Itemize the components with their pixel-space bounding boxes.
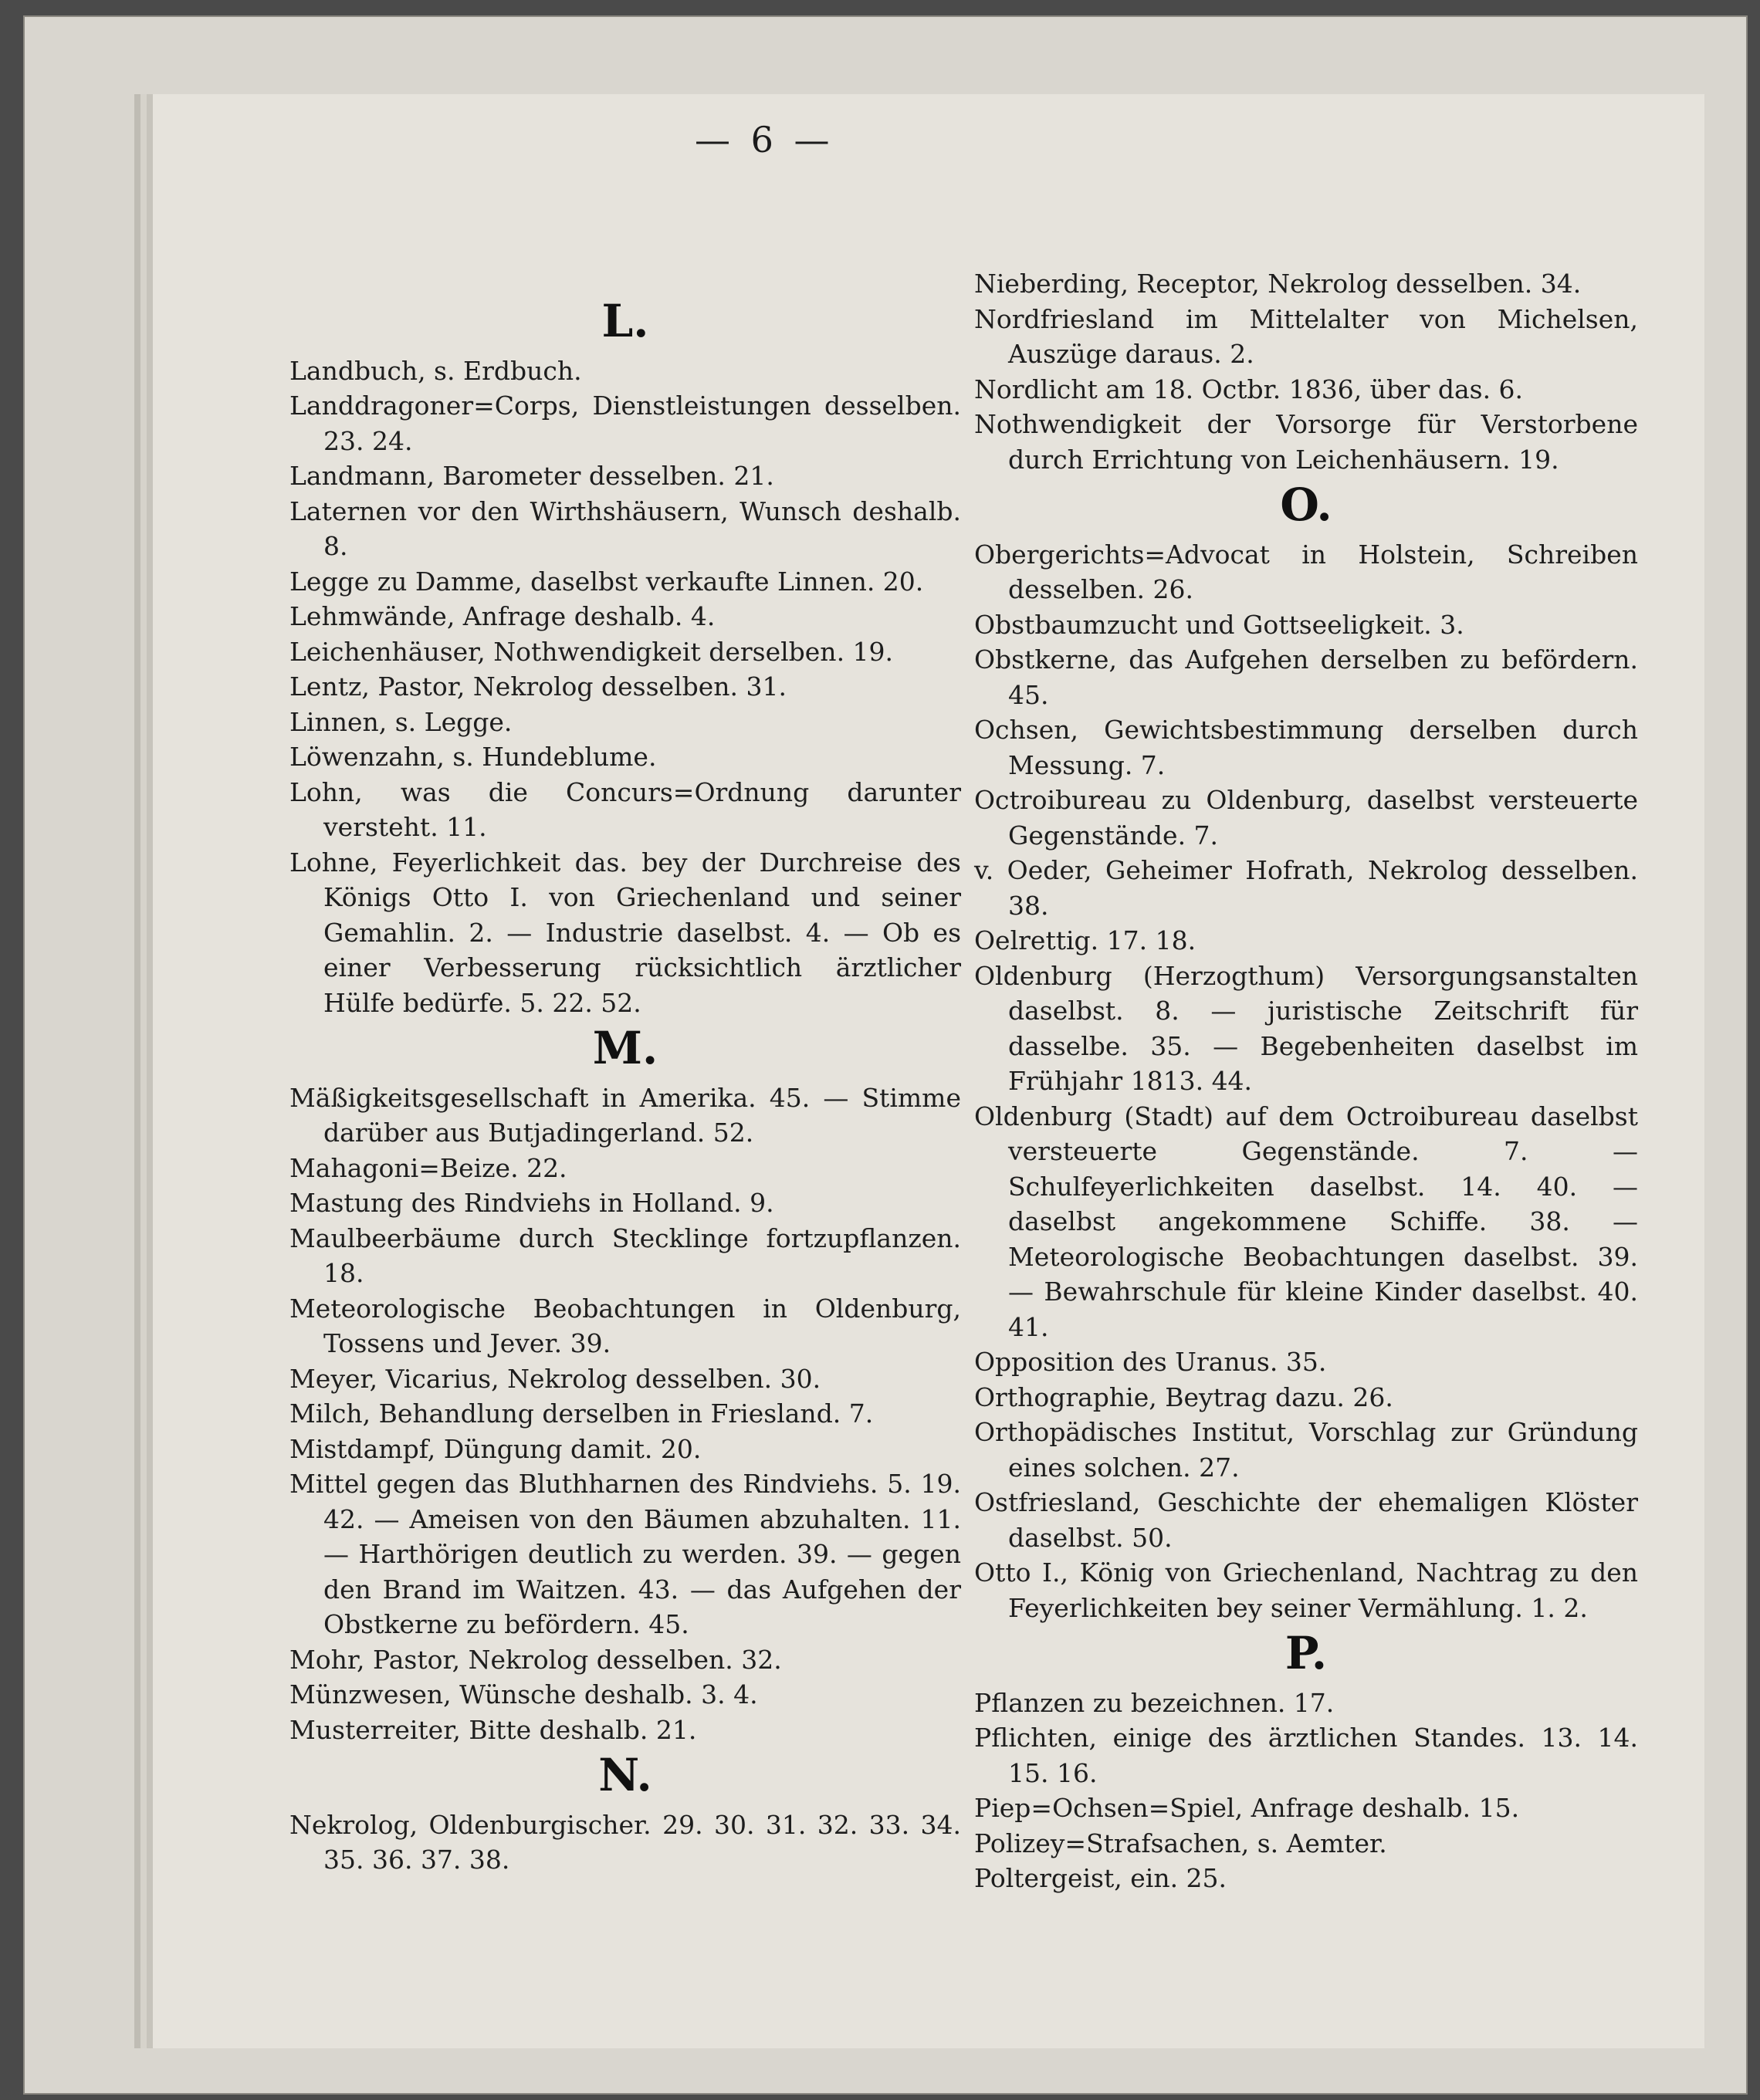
index-entry: Orthopädisches Institut, Vorschlag zur Gründung eines solchen. 27. — [974, 1417, 1638, 1483]
index-entry: Lehmwände, Anfrage deshalb. 4. — [289, 601, 716, 631]
index-entry: Opposition des Uranus. 35. — [974, 1347, 1327, 1377]
index-entry: Leichenhäuser, Nothwendigkeit derselben. 19. — [289, 636, 894, 667]
index-entry: Legge zu Damme, daselbst verkaufte Linnen. 20. — [289, 566, 924, 597]
index-entry: Octroibureau zu Oldenburg, daselbst versteuerte Gegenstände. 7. — [974, 785, 1638, 850]
index-entry: Mahagoni=Beize. 22. — [289, 1152, 567, 1183]
index-entry: Oldenburg (Herzogthum) Versorgungsanstalten daselbst. 8. — juristische Zeitschrift für dasselbe. 35. — Begebenheiten daselbst im Frühjahr 1813. 44. — [974, 960, 1638, 1096]
section-letter-heading: N. — [598, 1749, 652, 1801]
index-entry: Ostfriesland, Geschichte der ehemaligen Klöster daselbst. 50. — [974, 1487, 1638, 1553]
index-entry: Lentz, Pastor, Nekrolog desselben. 31. — [289, 671, 787, 702]
index-column-right — [974, 266, 1638, 1896]
index-entry: Mittel gegen das Bluthharnen des Rindviehs. 5. 19. 42. — Ameisen von den Bäumen abzuhalten. 11. — Harthörigen deutlich zu werden. 39. — gegen den Brand im Waitzen. 43. — das Aufgehen der Obstkerne zu befördern. 45. — [289, 1469, 961, 1639]
index-entry: Obstkerne, das Aufgehen derselben zu befördern. 45. — [974, 644, 1638, 710]
section-letter-heading: O. — [1280, 479, 1332, 531]
index-column-left — [289, 293, 961, 1878]
index-entry: Otto I., König von Griechenland, Nachtrag zu den Feyerlichkeiten bey seiner Vermählung. 1. 2. — [974, 1557, 1638, 1623]
index-entry: Oelrettig. 17. 18. — [974, 925, 1196, 955]
index-entry: Lohne, Feyerlichkeit das. bey der Durchreise des Königs Otto I. von Griechenland und seiner Gemahlin. 2. — Industrie daselbst. 4. — Ob es einer Verbesserung rücksichtlich ärztlicher Hülfe bedürfe. 5. 22. 52. — [289, 847, 961, 1018]
section-letter-heading: L. — [601, 295, 649, 347]
index-entry: Pflichten, einige des ärztlichen Standes. 13. 14. 15. 16. — [974, 1723, 1638, 1788]
index-entry: Nekrolog, Oldenburgischer. 29. 30. 31. 32. 33. 34. 35. 36. 37. 38. — [289, 1809, 961, 1875]
index-entry: Lohn, was die Concurs=Ordnung darunter versteht. 11. — [289, 776, 961, 842]
index-entry: Polizey=Strafsachen, s. Aemter. — [974, 1828, 1387, 1858]
index-entry: Obstbaumzucht und Gottseeligkeit. 3. — [974, 609, 1464, 640]
index-entry: Mastung des Rindviehs in Holland. 9. — [289, 1188, 774, 1218]
index-entry: Nieberding, Receptor, Nekrolog desselben. 34. — [974, 269, 1582, 299]
section-letter-heading: P. — [1284, 1627, 1328, 1679]
index-entry: Meteorologische Beobachtungen in Oldenburg, Tossens und Jever. 39. — [289, 1293, 961, 1358]
index-entry: Landdragoner=Corps, Dienstleistungen desselben. 23. 24. — [289, 391, 961, 456]
index-entry: Laternen vor den Wirthshäusern, Wunsch deshalb. 8. — [289, 495, 961, 561]
index-entry: Linnen, s. Legge. — [289, 706, 513, 737]
index-entry: Münzwesen, Wünsche deshalb. 3. 4. — [289, 1679, 758, 1709]
index-entry: Meyer, Vicarius, Nekrolog desselben. 30. — [289, 1363, 821, 1394]
index-entry: Poltergeist, ein. 25. — [974, 1863, 1227, 1893]
index-entry: Nordfriesland im Mittelalter von Michelsen, Auszüge daraus. 2. — [974, 303, 1638, 369]
index-entry: Milch, Behandlung derselben in Friesland. 7. — [289, 1398, 874, 1429]
index-entry: Maulbeerbäume durch Stecklinge fortzupflanzen. 18. — [289, 1222, 961, 1288]
index-entry: v. Oeder, Geheimer Hofrath, Nekrolog desselben. 38. — [974, 855, 1638, 921]
index-entry: Obergerichts=Advocat in Holstein, Schreiben desselben. 26. — [974, 539, 1638, 604]
index-entry: Pflanzen zu bezeichnen. 17. — [974, 1687, 1335, 1718]
index-entry: Nordlicht am 18. Octbr. 1836, über das. 6. — [974, 374, 1524, 404]
index-entry: Nothwendigkeit der Vorsorge für Verstorbene durch Errichtung von Leichenhäusern. 19. — [974, 409, 1638, 475]
index-entry: Piep=Ochsen=Spiel, Anfrage deshalb. 15. — [974, 1793, 1520, 1823]
index-entry: Mohr, Pastor, Nekrolog desselben. 32. — [289, 1644, 782, 1675]
index-entry: Landbuch, s. Erdbuch. — [289, 355, 582, 386]
index-entry: Ochsen, Gewichtsbestimmung derselben durch Messung. 7. — [974, 715, 1638, 780]
index-entry: Löwenzahn, s. Hundeblume. — [289, 742, 657, 772]
index-entry: Musterreiter, Bitte deshalb. 21. — [289, 1714, 697, 1745]
index-entry: Mäßigkeitsgesellschaft in Amerika. 45. — Stimme darüber aus Butjadingerland. 52. — [289, 1082, 961, 1148]
index-entry: Orthographie, Beytrag dazu. 26. — [974, 1381, 1393, 1412]
index-entry: Oldenburg (Stadt) auf dem Octroibureau daselbst versteuerte Gegenstände. 7. — Schulfeyerlichkeiten daselbst. 14. 40. — daselbst angekommene Schiffe. 38. — Meteorologische Beobachtungen daselbst. 39. — Bewahrschule für kleine Kinder daselbst. 40. 41. — [974, 1101, 1638, 1342]
page-number: — 6 — — [695, 119, 834, 161]
section-letter-heading: M. — [592, 1022, 658, 1074]
index-entry: Landmann, Barometer desselben. 21. — [289, 461, 774, 491]
index-entry: Mistdampf, Düngung damit. 20. — [289, 1433, 702, 1464]
